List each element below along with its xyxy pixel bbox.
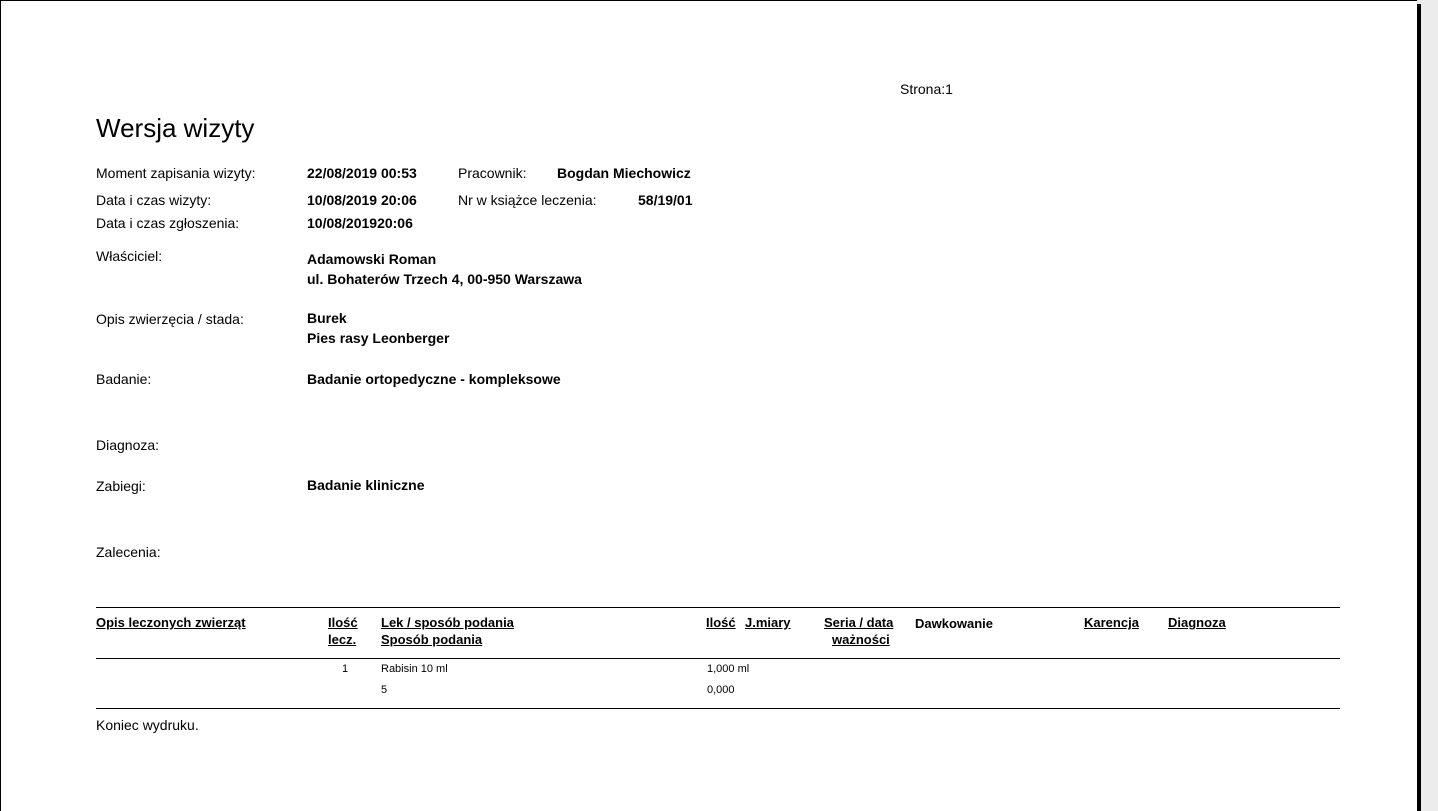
report-value: 10/08/201920:06: [307, 215, 413, 231]
animal-desc: Pies rasy Leonberger: [307, 330, 450, 346]
row-2-drug: 5: [381, 684, 388, 696]
table-header-rule: [96, 658, 1340, 659]
page-shadow: [1417, 4, 1421, 811]
table-bottom-rule: [96, 708, 1340, 709]
col-animals: Opis leczonych zwierząt: [96, 615, 246, 630]
exam-label: Badanie:: [96, 371, 152, 387]
report-label: Data i czas zgłoszenia:: [96, 215, 240, 231]
row-2-qty-unit: 0,000: [707, 684, 735, 696]
row-1-qty-unit: 1,000 ml: [707, 663, 750, 675]
animal-label: Opis zwierzęcia / stada:: [96, 311, 244, 327]
employee-value: Bogdan Miechowicz: [557, 165, 691, 181]
recommendations-label: Zalecenia:: [96, 544, 161, 560]
visit-label: Data i czas wizyty:: [96, 192, 212, 208]
saved-value: 22/08/2019 00:53: [307, 165, 417, 181]
col-withdrawal: Karencja: [1084, 615, 1139, 630]
diagnosis-label: Diagnoza:: [96, 437, 160, 453]
procedures-label: Zabiegi:: [96, 478, 146, 494]
col-qty: Ilość: [706, 615, 736, 630]
col-qty-treated-2: lecz.: [328, 632, 357, 647]
animal-name: Burek: [307, 310, 347, 326]
col-series: Seria / data: [824, 615, 894, 630]
col-drug-2: Sposób podania: [381, 632, 483, 647]
col-drug: Lek / sposób podania: [381, 615, 514, 630]
owner-name: Adamowski Roman: [307, 251, 437, 267]
book-value: 58/19/01: [638, 192, 693, 208]
table-top-rule: [96, 607, 1340, 608]
owner-label: Właściciel:: [96, 248, 163, 264]
employee-label: Pracownik:: [458, 165, 527, 181]
end-of-print: Koniec wydruku.: [96, 717, 199, 733]
visit-value: 10/08/2019 20:06: [307, 192, 417, 208]
exam-value: Badanie ortopedyczne - kompleksowe: [307, 371, 561, 387]
document-title: Wersja wizyty: [96, 113, 255, 143]
saved-label: Moment zapisania wizyty:: [96, 165, 256, 181]
procedures-value: Badanie kliniczne: [307, 477, 425, 493]
page-number: Strona:1: [900, 81, 953, 97]
col-dosage: Dawkowanie: [915, 616, 994, 631]
owner-address: ul. Bohaterów Trzech 4, 00-950 Warszawa: [307, 271, 582, 287]
row-1-qty-treated: 1: [342, 663, 349, 675]
row-1-drug: Rabisin 10 ml: [381, 663, 448, 675]
col-unit: J.miary: [745, 615, 791, 630]
col-diagnosis: Diagnoza: [1168, 615, 1226, 630]
book-label: Nr w książce leczenia:: [458, 192, 597, 208]
col-qty-treated: Ilość: [328, 615, 358, 630]
col-series-2: ważności: [832, 632, 890, 647]
